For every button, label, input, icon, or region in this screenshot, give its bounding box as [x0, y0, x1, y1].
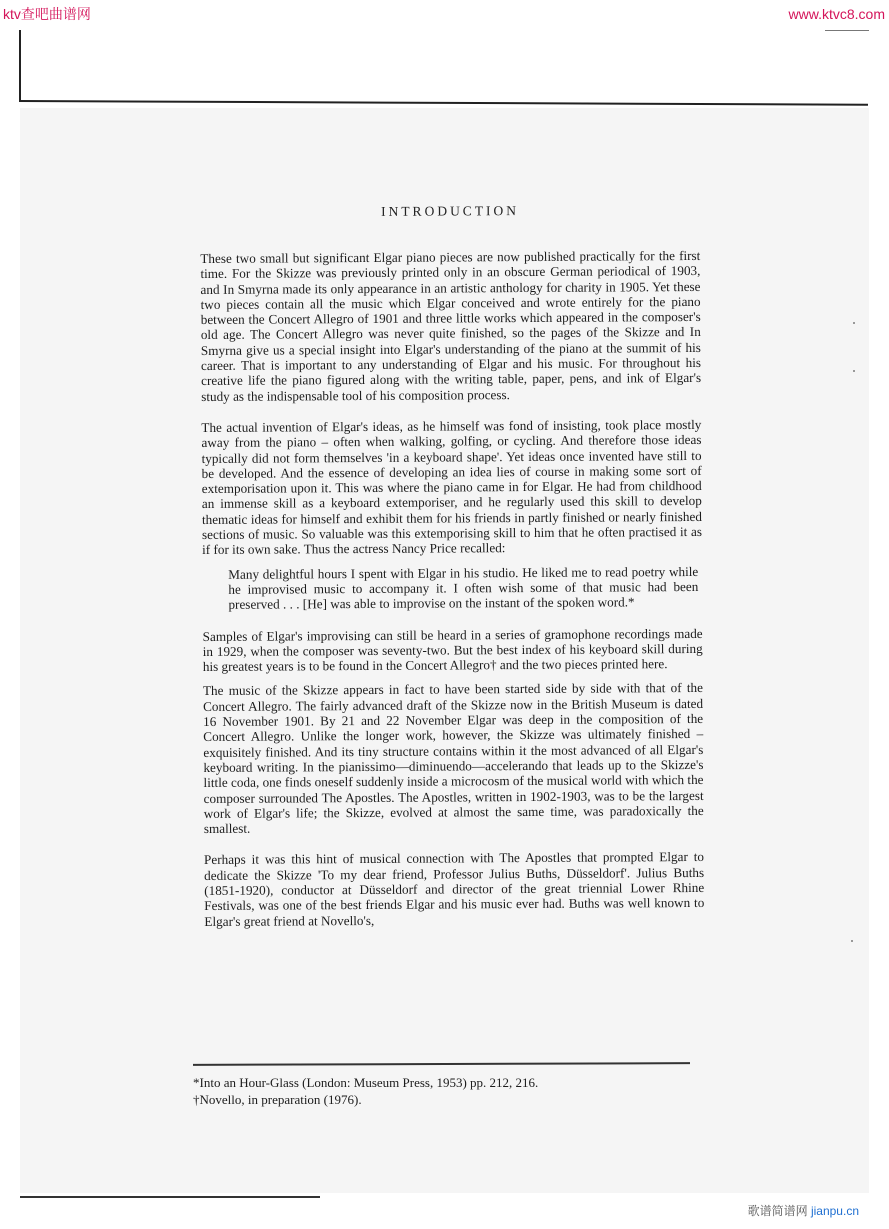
margin-speck	[853, 322, 855, 324]
watermark-bottom-site: jianpu.cn	[810, 1204, 859, 1218]
paragraph-4: The music of the Skizze appears in fact to have been started side by side with that of the Concert Allegro. The fairly advanced draft of the Skizze now in the British Museum is dated 16 November 1901. By 21 and 22 November Elgar was deep in the composition of the Concert Allegro. Unlike the longer work, however, the Skizze was ultimately finished – exquisitely finished. And its tiny structure contains within it the most advanced of all Elgar's keyboard writing. In the pianissimo—diminuendo—accelerando that leads up to the Skizze's little coda, one finds oneself suddenly inside a microcosm of the musical world with which the composer surrounded The Apostles. The Apostles, written in 1902-1903, was to be the largest work of Elgar's life; the Skizze, evolved at almost the same time, was paradoxically the smallest.	[202, 680, 704, 837]
block-quote: Many delightful hours I spent with Elgar in his studio. He liked me to read poetry while he improvised music to accompany it. I often wish some of that music had been preserved . . . [He] was able to improvise on the instant of the spoken word.*	[228, 563, 699, 613]
paragraph-1: These two small but significant Elgar piano pieces are now published practically for the first time. For the Skizze was previously printed only in an obscure German periodical of 1903, and In Smyrna made its only appearance in an artistic anthology for charity in 1905. Yet these two pieces contain all the music which Elgar conceived and wrote entirely for the piano between the Concert Allegro of 1901 and three little works which appeared in the composer's old age. The Concert Allegro was never quite finished, so the pages of the Skizze and In Smyrna give us a special insight into Elgar's understanding of the piano at the summit of his career. That is important to any understanding of Elgar and his music. For throughout his creative life the piano figured along with the writing table, paper, pens, and ink of Elgar's study as the indispensable tool of his composition process.	[200, 247, 702, 404]
paragraph-5: Perhaps it was this hint of musical connection with The Apostles that prompted Elgar to dedicate the Skizze 'To my dear friend, Professor Julius Buths, Düsseldorf'. Julius Buths (1851-1920), conductor at Düsseldorf and director of the great triennial Lower Rhine Festivals, was one of the best friends Elgar and his music ever had. Buths was well known to Elgar's great friend at Novello's,	[203, 849, 705, 929]
footnotes	[193, 1074, 538, 1108]
paragraph-2: The actual invention of Elgar's ideas, as he himself was fond of insisting, took place mostly away from the piano – often when walking, golfing, or cycling. And therefore those ideas typically did not form themselves 'in a keyboard shape'. Yet ideas once invented have still to be developed. And the essence of developing an idea lies of course in making some sort of extemporisation upon it. This was where the piano came in for Elgar. He had from childhood an immense skill as a keyboard extemporiser, and he regularly used this skill to develop thematic ideas for himself and exhibit them for his friends in partly finished or nearly finished sections of music. So valuable was this extemporising skill to him that he often practised it as if for its own sake. Thus the actress Nancy Price recalled:	[201, 416, 703, 558]
watermark-top-right: www.ktvc8.com	[788, 6, 885, 22]
margin-speck	[851, 940, 853, 942]
paragraph-3: Samples of Elgar's improvising can still be heard in a series of gramophone recordings made in 1929, when the composer was seventy-two. But the best index of his keyboard skill during his greatest years is to be found in the Concert Allegro† and the two pieces printed here.	[202, 625, 703, 675]
watermark-bottom-prefix: 歌谱简谱网	[747, 1204, 808, 1218]
footnote-1: *Into an Hour-Glass (London: Museum Press, 1953) pp. 212, 216.	[193, 1075, 539, 1090]
margin-speck	[853, 370, 855, 372]
watermark-bottom-right	[748, 1202, 859, 1219]
scan-mark-right	[825, 30, 869, 31]
document-body	[200, 202, 704, 929]
scan-border-vertical	[19, 30, 21, 102]
scan-border-bottom	[20, 1196, 320, 1198]
page-title: INTRODUCTION	[380, 203, 520, 219]
watermark-top-left: ktv查吧曲谱网	[3, 6, 91, 22]
scan-border-horizontal	[19, 100, 868, 106]
footnote-2: †Novello, in preparation (1976).	[193, 1092, 362, 1107]
